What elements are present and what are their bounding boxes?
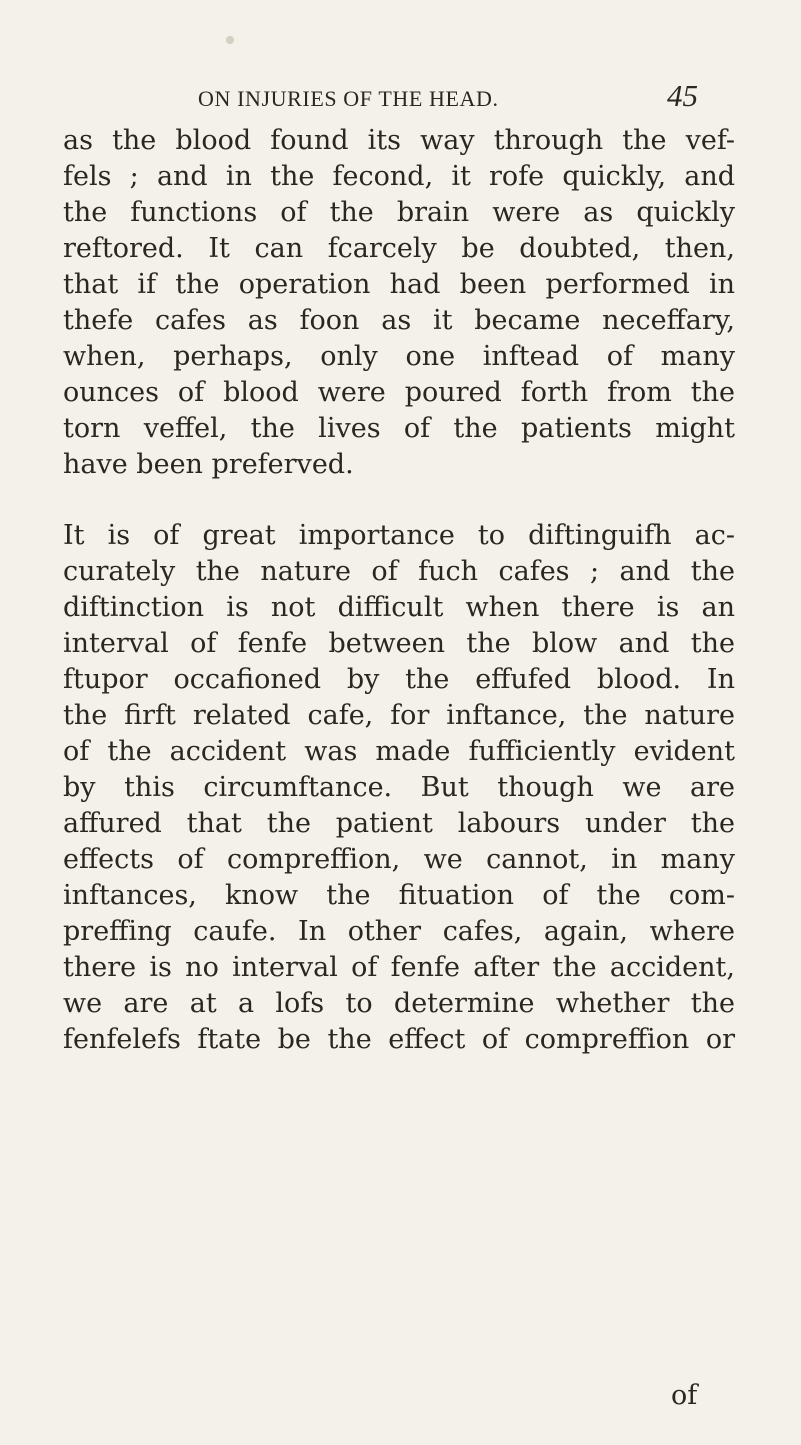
text-line: curately the nature of fuch cafes ; and the (63, 556, 735, 587)
text-line: by this circumftance. But though we are (63, 772, 735, 803)
body-text (63, 123, 735, 1058)
text-line: the firft related cafe, for inftance, the nature (63, 700, 735, 731)
text-line: thefe cafes as foon as it became neceffary, (63, 305, 735, 336)
text-line: effects of compreffion, we cannot, in many (63, 844, 735, 875)
paragraph-gap (63, 483, 735, 518)
text-line: affured that the patient labours under the (63, 808, 735, 839)
text-line: fenfelefs ftate be the effect of compreffion or (63, 1024, 735, 1055)
text-line: have been preferved. (63, 449, 354, 480)
text-line: when, perhaps, only one inftead of many (63, 341, 735, 372)
text-line: we are at a lofs to determine whether the (63, 988, 735, 1019)
text-line: ftupor occafioned by the effufed blood. In (63, 664, 735, 695)
text-line: interval of fenfe between the blow and the (63, 628, 735, 659)
text-line: It is of great importance to diftinguifh ac- (63, 520, 735, 551)
page-number: 45 (667, 78, 698, 113)
text-line: fels ; and in the fecond, it rofe quickly, and (63, 161, 735, 192)
catchword: of (671, 1380, 698, 1411)
ink-speck (226, 36, 234, 44)
paragraph-one (63, 123, 735, 483)
paragraph-two (63, 518, 735, 1058)
text-line: torn veffel, the lives of the patients might (63, 413, 735, 444)
running-head (198, 78, 698, 118)
text-line: the functions of the brain were as quickly (63, 197, 735, 228)
text-line: inftances, know the fituation of the com- (63, 880, 735, 911)
text-line: that if the operation had been performed in (63, 269, 735, 300)
text-line: there is no interval of fenfe after the accident, (63, 952, 735, 983)
text-line: preffing caufe. In other cafes, again, where (63, 916, 735, 947)
text-line: ounces of blood were poured forth from the (63, 377, 735, 408)
text-line: of the accident was made fufficiently evident (63, 736, 735, 767)
text-line: diftinction is not difficult when there is an (63, 592, 735, 623)
running-title: ON INJURIES OF THE HEAD. (198, 86, 499, 111)
text-line: reftored. It can fcarcely be doubted, then, (63, 233, 735, 264)
text-line: as the blood found its way through the vef- (63, 125, 735, 156)
